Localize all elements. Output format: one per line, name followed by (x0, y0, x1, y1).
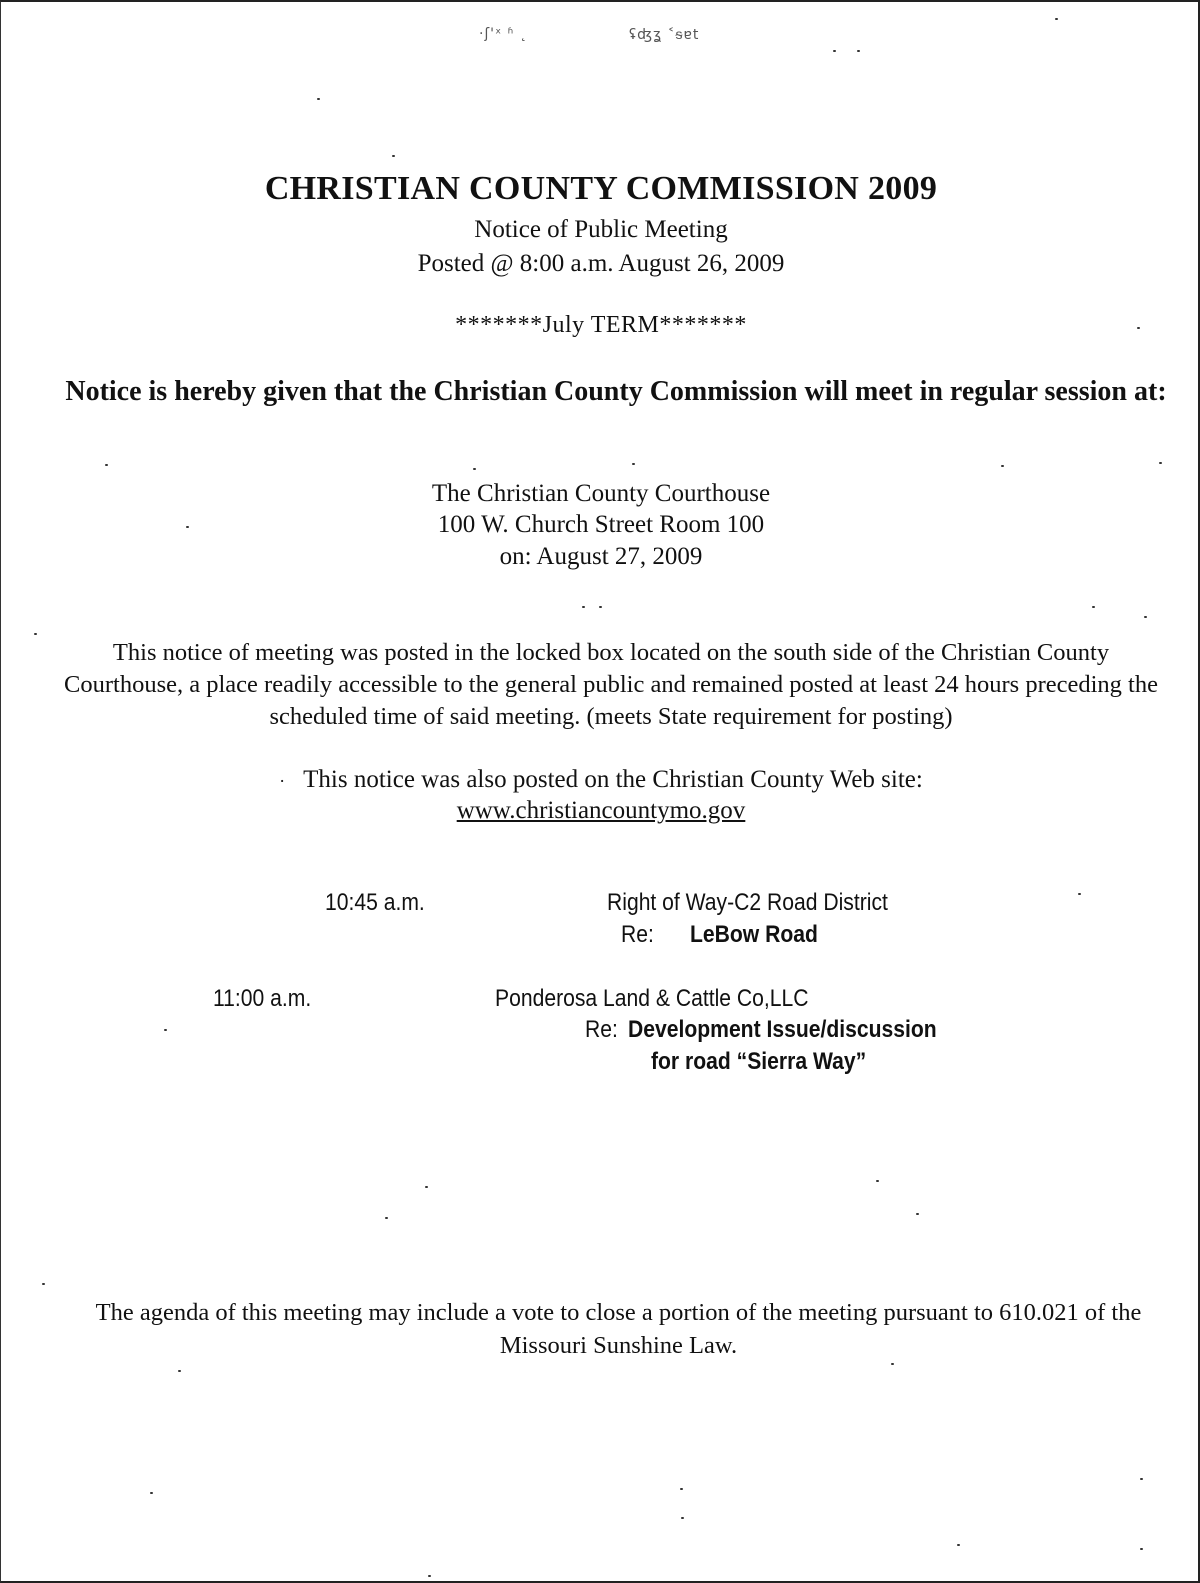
agenda-2-time: 11:00 a.m. (213, 985, 312, 1012)
scan-speck (891, 1363, 894, 1365)
scan-speck (1055, 18, 1058, 20)
scan-speck (1092, 606, 1095, 608)
scan-speck (317, 98, 320, 100)
scan-speck (150, 1492, 153, 1494)
location-building: The Christian County Courthouse (431, 480, 771, 507)
web-notice-line: · This notice was also posted on the Christian County Web site: (279, 766, 923, 793)
scan-speck (876, 1180, 879, 1182)
scan-speck (178, 1370, 181, 1372)
scan-speck (857, 50, 860, 52)
scan-speck (582, 606, 585, 608)
scan-speck (473, 468, 476, 470)
scan-speck (186, 526, 189, 528)
scan-speck (1140, 1478, 1143, 1480)
agenda-2-item: Ponderosa Land & Cattle Co,LLC (495, 985, 809, 1012)
scan-speck (916, 1213, 919, 1215)
scan-speck (681, 1517, 684, 1519)
scan-speck (42, 1283, 45, 1285)
agenda-2-re-label: Re: (585, 1016, 618, 1043)
web-notice-text: This notice was also posted on the Christian County Web site: (303, 766, 923, 793)
agenda-1-time: 10:45 a.m. (325, 889, 425, 916)
scan-speck (1001, 465, 1004, 467)
scan-speck (680, 1488, 683, 1490)
scan-smudge-left: ·ʃ'ˣ ʱ ˛ (479, 26, 528, 42)
posted-timestamp: Posted @ 8:00 a.m. August 26, 2009 (417, 250, 785, 277)
scan-speck (425, 1186, 428, 1188)
website-link[interactable]: www.christiancountymo.gov (456, 797, 746, 824)
agenda-2-re-text-2: for road “Sierra Way” (651, 1048, 867, 1075)
scan-speck (1144, 616, 1147, 618)
posting-paragraph: This notice of meeting was posted in the locked box located on the south side of the Christian County Courthouse, a place readily accessible to the general public and remained posted at least 24 hours preceding the scheduled time of said meeting. (meets State requirement for posting) (64, 639, 1158, 730)
scan-speck (385, 1217, 388, 1219)
agenda-1-item: Right of Way-C2 Road District (607, 889, 888, 916)
scan-speck (34, 633, 37, 635)
agenda-1-re-label: Re: (621, 921, 654, 948)
scan-speck (833, 50, 836, 52)
agenda-2-re-text: Development Issue/discussion (628, 1016, 937, 1043)
scan-speck (428, 1575, 431, 1577)
scan-smudge-right: ʢʤʓ ˂ᵴɐt (629, 27, 700, 43)
document-subtitle: Notice of Public Meeting (474, 216, 728, 243)
scan-speck (164, 1029, 167, 1031)
scan-speck (105, 464, 108, 466)
scan-speck (392, 155, 395, 157)
scan-speck (1140, 1548, 1143, 1550)
agenda-1-re-text: LeBow Road (690, 921, 818, 948)
meeting-notice-heading: Notice is hereby given that the Christian County Commission will meet in regular session at: (65, 376, 1167, 407)
term-banner: *******July TERM******* (455, 312, 747, 338)
scan-speck (599, 606, 602, 608)
document-title: CHRISTIAN COUNTY COMMISSION 2009 (264, 170, 938, 207)
closing-statement: The agenda of this meeting may include a vote to close a portion of the meeting pursuant to 610.021 of the Missouri Sunshine Law. (95, 1299, 1142, 1359)
scan-speck (957, 1544, 960, 1546)
scan-speck (632, 463, 635, 465)
scan-speck (1078, 893, 1081, 895)
meeting-date: on: August 27, 2009 (499, 543, 703, 570)
scan-speck (1137, 327, 1140, 329)
scan-speck (1159, 462, 1162, 464)
location-address: 100 W. Church Street Room 100 (437, 511, 765, 538)
